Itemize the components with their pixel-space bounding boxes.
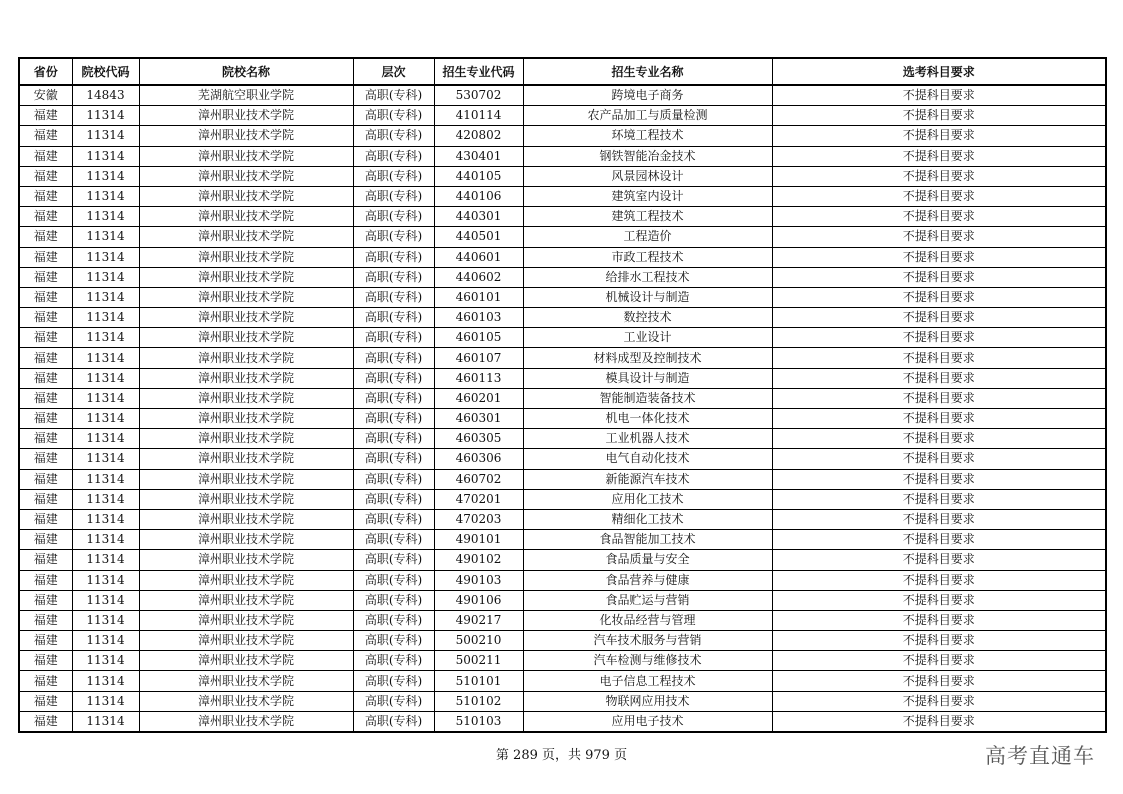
cell-school-name: 漳州职业技术学院 [139,489,353,509]
cell-level: 高职(专科) [353,550,434,570]
table-row [19,207,1106,227]
cell-level: 高职(专科) [353,106,434,126]
cell-school-code: 11314 [72,469,139,489]
cell-major-code: 460105 [434,328,523,348]
table-row [19,227,1106,247]
cell-major-name: 跨境电子商务 [523,85,772,106]
cell-major-code: 410114 [434,106,523,126]
cell-province: 福建 [19,550,72,570]
table-row [19,247,1106,267]
cell-major-code: 460103 [434,308,523,328]
cell-school-name: 漳州职业技术学院 [139,550,353,570]
cell-province: 福建 [19,186,72,206]
table-body [19,85,1106,732]
cell-subject-requirement: 不提科目要求 [772,651,1106,671]
cell-school-name: 漳州职业技术学院 [139,308,353,328]
cell-school-name: 漳州职业技术学院 [139,348,353,368]
cell-subject-requirement: 不提科目要求 [772,308,1106,328]
cell-major-code: 490106 [434,590,523,610]
cell-level: 高职(专科) [353,287,434,307]
table-row [19,348,1106,368]
column-header-major-name: 招生专业名称 [523,58,772,85]
cell-school-code: 11314 [72,631,139,651]
cell-subject-requirement: 不提科目要求 [772,348,1106,368]
cell-major-name: 化妆品经营与管理 [523,610,772,630]
cell-level: 高职(专科) [353,388,434,408]
cell-province: 福建 [19,711,72,732]
column-header-school-name: 院校名称 [139,58,353,85]
cell-school-code: 11314 [72,671,139,691]
cell-level: 高职(专科) [353,429,434,449]
cell-school-code: 11314 [72,106,139,126]
cell-province: 福建 [19,368,72,388]
cell-school-name: 漳州职业技术学院 [139,287,353,307]
cell-province: 福建 [19,308,72,328]
cell-school-code: 11314 [72,207,139,227]
cell-province: 福建 [19,247,72,267]
cell-level: 高职(专科) [353,610,434,630]
cell-major-code: 440105 [434,166,523,186]
cell-school-code: 11314 [72,146,139,166]
cell-school-code: 11314 [72,227,139,247]
cell-major-code: 490101 [434,530,523,550]
cell-school-name: 漳州职业技术学院 [139,166,353,186]
cell-school-code: 11314 [72,368,139,388]
cell-school-name: 漳州职业技术学院 [139,106,353,126]
cell-school-code: 11314 [72,509,139,529]
cell-major-name: 工业设计 [523,328,772,348]
cell-school-name: 漳州职业技术学院 [139,328,353,348]
cell-major-name: 精细化工技术 [523,509,772,529]
cell-province: 福建 [19,328,72,348]
cell-subject-requirement: 不提科目要求 [772,550,1106,570]
cell-major-code: 460306 [434,449,523,469]
cell-school-name: 漳州职业技术学院 [139,186,353,206]
cell-school-code: 11314 [72,247,139,267]
cell-major-code: 510103 [434,711,523,732]
cell-subject-requirement: 不提科目要求 [772,328,1106,348]
cell-major-code: 420802 [434,126,523,146]
cell-province: 福建 [19,207,72,227]
cell-major-code: 510101 [434,671,523,691]
cell-level: 高职(专科) [353,328,434,348]
cell-major-name: 模具设计与制造 [523,368,772,388]
cell-subject-requirement: 不提科目要求 [772,631,1106,651]
cell-major-code: 500211 [434,651,523,671]
cell-major-code: 440301 [434,207,523,227]
table-row [19,166,1106,186]
table-row [19,489,1106,509]
cell-province: 福建 [19,106,72,126]
cell-level: 高职(专科) [353,348,434,368]
admission-table [18,57,1107,733]
table-row [19,146,1106,166]
table-row [19,388,1106,408]
cell-major-code: 460113 [434,368,523,388]
cell-level: 高职(专科) [353,227,434,247]
cell-school-code: 11314 [72,126,139,146]
cell-level: 高职(专科) [353,530,434,550]
cell-province: 福建 [19,509,72,529]
cell-province: 福建 [19,489,72,509]
cell-subject-requirement: 不提科目要求 [772,186,1106,206]
cell-school-name: 漳州职业技术学院 [139,570,353,590]
cell-province: 福建 [19,146,72,166]
cell-subject-requirement: 不提科目要求 [772,610,1106,630]
cell-major-name: 汽车技术服务与营销 [523,631,772,651]
cell-level: 高职(专科) [353,509,434,529]
table-row [19,449,1106,469]
cell-major-code: 440501 [434,227,523,247]
cell-major-code: 490217 [434,610,523,630]
cell-school-name: 漳州职业技术学院 [139,651,353,671]
table-row [19,590,1106,610]
table-header-row [19,58,1106,85]
cell-major-name: 建筑室内设计 [523,186,772,206]
cell-subject-requirement: 不提科目要求 [772,409,1106,429]
admission-table-container [18,57,1105,733]
table-row [19,711,1106,732]
column-header-school-code: 院校代码 [72,58,139,85]
cell-level: 高职(专科) [353,409,434,429]
cell-province: 福建 [19,570,72,590]
cell-level: 高职(专科) [353,590,434,610]
cell-province: 福建 [19,610,72,630]
cell-major-name: 电子信息工程技术 [523,671,772,691]
cell-school-name: 漳州职业技术学院 [139,509,353,529]
cell-level: 高职(专科) [353,267,434,287]
cell-subject-requirement: 不提科目要求 [772,570,1106,590]
cell-major-code: 460305 [434,429,523,449]
cell-major-name: 给排水工程技术 [523,267,772,287]
table-row [19,287,1106,307]
cell-major-name: 数控技术 [523,308,772,328]
table-row [19,631,1106,651]
cell-level: 高职(专科) [353,247,434,267]
cell-major-name: 市政工程技术 [523,247,772,267]
cell-subject-requirement: 不提科目要求 [772,671,1106,691]
cell-level: 高职(专科) [353,691,434,711]
cell-province: 福建 [19,671,72,691]
cell-major-code: 490103 [434,570,523,590]
cell-school-code: 11314 [72,328,139,348]
cell-province: 福建 [19,287,72,307]
cell-level: 高职(专科) [353,489,434,509]
cell-school-code: 11314 [72,489,139,509]
cell-subject-requirement: 不提科目要求 [772,388,1106,408]
cell-school-name: 漳州职业技术学院 [139,590,353,610]
table-row [19,691,1106,711]
cell-province: 福建 [19,126,72,146]
cell-school-name: 漳州职业技术学院 [139,207,353,227]
cell-level: 高职(专科) [353,469,434,489]
cell-subject-requirement: 不提科目要求 [772,106,1106,126]
cell-major-code: 440602 [434,267,523,287]
cell-major-name: 新能源汽车技术 [523,469,772,489]
cell-level: 高职(专科) [353,186,434,206]
cell-province: 福建 [19,227,72,247]
cell-level: 高职(专科) [353,126,434,146]
cell-school-code: 11314 [72,166,139,186]
cell-major-name: 智能制造装备技术 [523,388,772,408]
table-row [19,368,1106,388]
cell-subject-requirement: 不提科目要求 [772,530,1106,550]
cell-province: 福建 [19,631,72,651]
cell-school-name: 漳州职业技术学院 [139,126,353,146]
cell-province: 安徽 [19,85,72,106]
table-row [19,530,1106,550]
cell-province: 福建 [19,348,72,368]
table-row [19,308,1106,328]
cell-school-name: 漳州职业技术学院 [139,368,353,388]
table-row [19,651,1106,671]
cell-major-name: 机电一体化技术 [523,409,772,429]
cell-major-name: 食品智能加工技术 [523,530,772,550]
cell-school-code: 11314 [72,691,139,711]
cell-school-code: 11314 [72,267,139,287]
cell-school-name: 漳州职业技术学院 [139,409,353,429]
cell-major-name: 工程造价 [523,227,772,247]
cell-major-code: 460702 [434,469,523,489]
cell-major-code: 490102 [434,550,523,570]
cell-school-code: 11314 [72,711,139,732]
cell-major-code: 470203 [434,509,523,529]
cell-subject-requirement: 不提科目要求 [772,267,1106,287]
cell-school-code: 11314 [72,530,139,550]
cell-level: 高职(专科) [353,207,434,227]
cell-major-code: 510102 [434,691,523,711]
table-row [19,429,1106,449]
cell-school-code: 11314 [72,308,139,328]
cell-subject-requirement: 不提科目要求 [772,711,1106,732]
cell-subject-requirement: 不提科目要求 [772,429,1106,449]
table-row [19,671,1106,691]
table-row [19,85,1106,106]
cell-major-code: 500210 [434,631,523,651]
cell-subject-requirement: 不提科目要求 [772,489,1106,509]
cell-province: 福建 [19,691,72,711]
cell-school-code: 11314 [72,651,139,671]
cell-school-name: 漳州职业技术学院 [139,469,353,489]
cell-major-name: 机械设计与制造 [523,287,772,307]
cell-subject-requirement: 不提科目要求 [772,207,1106,227]
cell-subject-requirement: 不提科目要求 [772,247,1106,267]
cell-major-name: 应用电子技术 [523,711,772,732]
table-row [19,267,1106,287]
cell-major-name: 建筑工程技术 [523,207,772,227]
cell-major-name: 环境工程技术 [523,126,772,146]
cell-province: 福建 [19,469,72,489]
cell-major-code: 530702 [434,85,523,106]
cell-school-code: 11314 [72,186,139,206]
cell-subject-requirement: 不提科目要求 [772,509,1106,529]
column-header-level: 层次 [353,58,434,85]
cell-school-name: 漳州职业技术学院 [139,429,353,449]
cell-major-name: 电气自动化技术 [523,449,772,469]
cell-major-name: 物联网应用技术 [523,691,772,711]
cell-school-code: 11314 [72,590,139,610]
table-row [19,106,1106,126]
cell-province: 福建 [19,590,72,610]
cell-province: 福建 [19,429,72,449]
cell-province: 福建 [19,449,72,469]
cell-level: 高职(专科) [353,651,434,671]
cell-subject-requirement: 不提科目要求 [772,449,1106,469]
cell-school-code: 14843 [72,85,139,106]
cell-school-name: 漳州职业技术学院 [139,530,353,550]
cell-level: 高职(专科) [353,308,434,328]
cell-subject-requirement: 不提科目要求 [772,287,1106,307]
cell-school-name: 漳州职业技术学院 [139,711,353,732]
cell-school-name: 漳州职业技术学院 [139,449,353,469]
cell-school-name: 漳州职业技术学院 [139,691,353,711]
cell-major-code: 460201 [434,388,523,408]
cell-level: 高职(专科) [353,449,434,469]
cell-major-name: 汽车检测与维修技术 [523,651,772,671]
cell-school-name: 漳州职业技术学院 [139,146,353,166]
cell-major-code: 470201 [434,489,523,509]
cell-major-code: 440601 [434,247,523,267]
cell-major-name: 钢铁智能冶金技术 [523,146,772,166]
cell-school-code: 11314 [72,449,139,469]
cell-school-code: 11314 [72,287,139,307]
table-row [19,409,1106,429]
cell-province: 福建 [19,530,72,550]
cell-school-code: 11314 [72,570,139,590]
cell-school-name: 漳州职业技术学院 [139,227,353,247]
cell-province: 福建 [19,409,72,429]
table-row [19,469,1106,489]
cell-school-code: 11314 [72,409,139,429]
cell-school-code: 11314 [72,550,139,570]
cell-level: 高职(专科) [353,570,434,590]
cell-major-code: 460301 [434,409,523,429]
cell-major-code: 430401 [434,146,523,166]
table-row [19,509,1106,529]
table-row [19,186,1106,206]
cell-level: 高职(专科) [353,671,434,691]
column-header-major-code: 招生专业代码 [434,58,523,85]
cell-major-code: 460101 [434,287,523,307]
cell-school-name: 漳州职业技术学院 [139,610,353,630]
page-number: 第 289 页，共 979 页 [495,748,628,763]
cell-major-name: 工业机器人技术 [523,429,772,449]
cell-level: 高职(专科) [353,166,434,186]
table-row [19,570,1106,590]
cell-subject-requirement: 不提科目要求 [772,146,1106,166]
cell-major-name: 食品贮运与营销 [523,590,772,610]
cell-major-name: 农产品加工与质量检测 [523,106,772,126]
cell-major-name: 应用化工技术 [523,489,772,509]
column-header-province: 省份 [19,58,72,85]
cell-province: 福建 [19,388,72,408]
cell-school-name: 漳州职业技术学院 [139,247,353,267]
cell-major-name: 材料成型及控制技术 [523,348,772,368]
cell-subject-requirement: 不提科目要求 [772,166,1106,186]
cell-school-code: 11314 [72,429,139,449]
cell-subject-requirement: 不提科目要求 [772,590,1106,610]
cell-subject-requirement: 不提科目要求 [772,691,1106,711]
cell-level: 高职(专科) [353,85,434,106]
cell-school-name: 芜湖航空职业学院 [139,85,353,106]
cell-school-name: 漳州职业技术学院 [139,388,353,408]
cell-school-name: 漳州职业技术学院 [139,671,353,691]
cell-level: 高职(专科) [353,711,434,732]
cell-subject-requirement: 不提科目要求 [772,126,1106,146]
cell-subject-requirement: 不提科目要求 [772,469,1106,489]
table-row [19,550,1106,570]
cell-level: 高职(专科) [353,146,434,166]
cell-school-code: 11314 [72,610,139,630]
cell-major-code: 440106 [434,186,523,206]
cell-subject-requirement: 不提科目要求 [772,227,1106,247]
column-header-subject-requirement: 选考科目要求 [772,58,1106,85]
cell-level: 高职(专科) [353,631,434,651]
cell-major-name: 风景园林设计 [523,166,772,186]
cell-province: 福建 [19,166,72,186]
table-row [19,126,1106,146]
cell-major-code: 460107 [434,348,523,368]
watermark-logo-text: 高考直通车 [985,744,1095,768]
cell-subject-requirement: 不提科目要求 [772,85,1106,106]
cell-province: 福建 [19,267,72,287]
cell-province: 福建 [19,651,72,671]
cell-level: 高职(专科) [353,368,434,388]
cell-school-name: 漳州职业技术学院 [139,631,353,651]
cell-school-code: 11314 [72,348,139,368]
cell-subject-requirement: 不提科目要求 [772,368,1106,388]
cell-school-code: 11314 [72,388,139,408]
cell-major-name: 食品营养与健康 [523,570,772,590]
table-row [19,328,1106,348]
cell-major-name: 食品质量与安全 [523,550,772,570]
cell-school-name: 漳州职业技术学院 [139,267,353,287]
table-row [19,610,1106,630]
